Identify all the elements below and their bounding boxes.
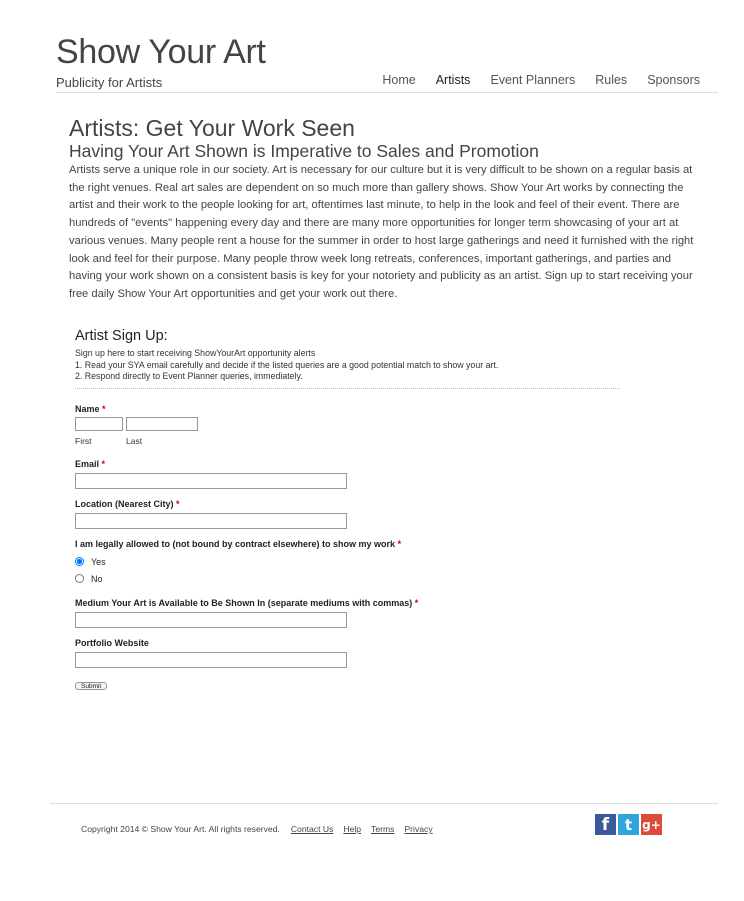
email-field-group (75, 459, 347, 489)
google-plus-icon[interactable]: g+ (641, 814, 662, 835)
main-nav (362, 73, 700, 87)
legal-field-group (75, 539, 401, 587)
form-divider (75, 388, 620, 389)
page-subtitle: Having Your Art Shown is Imperative to Sales and Promotion (69, 141, 539, 161)
last-name-input[interactable] (126, 417, 198, 431)
twitter-icon[interactable]: t (618, 814, 639, 835)
location-field-group (75, 499, 347, 529)
form-title: Artist Sign Up: (75, 328, 168, 344)
portfolio-input[interactable] (75, 652, 347, 668)
page-title: Artists: Get Your Work Seen (69, 115, 355, 141)
location-input[interactable] (75, 513, 347, 529)
medium-field-group (75, 598, 418, 628)
email-input[interactable] (75, 473, 347, 489)
form-description (75, 348, 620, 383)
footer-link-terms[interactable]: Terms (371, 824, 395, 834)
facebook-icon[interactable]: f (595, 814, 616, 835)
site-title[interactable]: Show Your Art (56, 33, 266, 71)
legal-yes-label: Yes (91, 556, 106, 567)
footer-link-help[interactable]: Help (343, 824, 362, 834)
copyright-text: Copyright 2014 © Show Your Art. All rights reserved. (81, 824, 280, 834)
email-label: Email * (75, 459, 106, 469)
first-name-sublabel: First (75, 436, 92, 446)
site-tagline: Publicity for Artists (56, 75, 163, 90)
portfolio-field-group (75, 638, 347, 668)
medium-label: Medium Your Art is Available to Be Shown In (separate mediums with commas) * (75, 598, 419, 608)
social-links (595, 814, 662, 835)
form-desc-line: 2. Respond directly to Event Planner queries, immediately. (75, 371, 303, 381)
nav-artists[interactable]: Artists (435, 73, 471, 87)
submit-button[interactable]: Submit (75, 682, 107, 690)
legal-no-label: No (91, 573, 103, 584)
legal-no-radio[interactable] (75, 574, 84, 583)
medium-input[interactable] (75, 612, 347, 628)
header-divider (56, 92, 718, 93)
nav-sponsors[interactable]: Sponsors (647, 73, 700, 87)
legal-yes-option[interactable] (75, 553, 401, 570)
nav-event-planners[interactable]: Event Planners (490, 73, 576, 87)
form-desc-line: 1. Read your SYA email carefully and decide if the listed queries are a good potential match to show your art. (75, 359, 499, 370)
portfolio-label: Portfolio Website (75, 638, 149, 648)
name-field-group (75, 404, 198, 446)
form-desc-line: Sign up here to start receiving ShowYourArt opportunity alerts (75, 348, 316, 358)
nav-home[interactable]: Home (382, 73, 416, 87)
first-name-input[interactable] (75, 417, 123, 431)
name-label: Name * (75, 404, 106, 414)
nav-rules[interactable]: Rules (595, 73, 628, 87)
last-name-sublabel: Last (126, 436, 143, 446)
location-label: Location (Nearest City) * (75, 499, 180, 509)
footer (81, 824, 433, 834)
intro-paragraph: Artists serve a unique role in our society. Art is necessary for our culture but it is very difficult to be shown on a regular basis at the right venues. Real art sales are dependent on so much more than gallery shows. Show Your Art works by connecting the artist and their work to the people looking for art, oftentimes last minute, to help in the look and feel of their event. There are hundreds of "events" happening every day and there are many more opportunities for longer term showcasing of your art at various venues. Many people rent a house for the summer in order to host large gatherings and need it furnished with the right look and feel for their purpose. Many people throw week long retreats, conferences, important gatherings, and parties and having your work shown on a consistent basis is key for your notoriety and publicity as an artist. Sign up to start receiving your free daily Show Your Art opportunities and get your work out there. (69, 164, 694, 300)
legal-yes-radio[interactable] (75, 557, 84, 566)
legal-label: I am legally allowed to (not bound by contract elsewhere) to show my work * (75, 539, 402, 549)
footer-link-contact[interactable]: Contact Us (290, 824, 334, 834)
footer-link-privacy[interactable]: Privacy (404, 824, 433, 834)
legal-no-option[interactable] (75, 570, 401, 587)
footer-divider (50, 803, 718, 804)
signup-form-header (75, 328, 620, 389)
